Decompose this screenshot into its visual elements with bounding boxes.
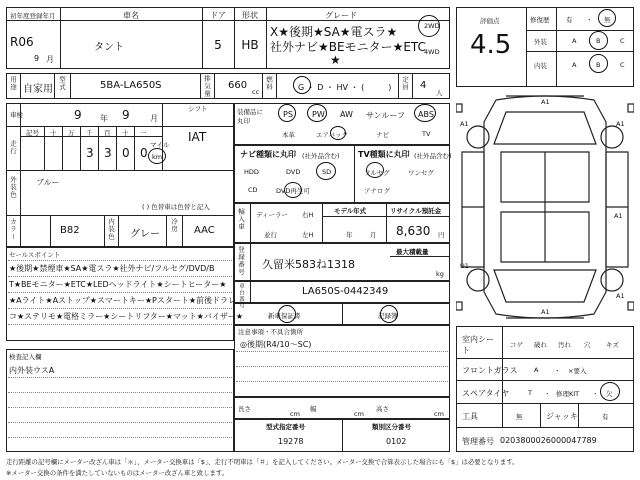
model-year-label: モデル年式 [334, 207, 367, 215]
spare-opt-none: 欠 [606, 390, 613, 398]
mileage-h2: 万 [68, 129, 75, 137]
drive-2wd: 2WD [424, 22, 440, 30]
capacity-unit: 人 [436, 89, 443, 97]
damage-mark-7: A1 [541, 308, 550, 316]
doors: 5 [214, 38, 222, 52]
navi-cd: CD [248, 186, 258, 194]
spare-none-circle [600, 382, 620, 401]
glass-opt-sep: ・ [554, 367, 561, 375]
footer-line-1: 走行距離の記号欄にメーター改ざん車は「＊」、メーター交換車は「$」、走行不明車は「＃」を記入してください。メーター交換で合算表示した場合にも「$」は必要となります。 [6, 458, 519, 466]
ext-opt-c: C [620, 37, 625, 45]
int-opt-a: A [572, 61, 577, 69]
type-cert: 19278 [278, 437, 304, 446]
seat-label: 室内シート [462, 335, 494, 355]
shift: IAT [188, 130, 207, 144]
seat-opt-1: コゲ [510, 341, 523, 349]
first-reg-era: R06 [10, 35, 34, 49]
dims-block [234, 397, 450, 419]
spare-opt-sep2: ・ [592, 390, 599, 398]
tv-fullseg-circle [366, 162, 384, 178]
ext-opt-b: B [596, 37, 601, 45]
inspection-year-unit: 年 [100, 114, 108, 123]
tv-note: (社外品含む) [414, 152, 452, 160]
doc-manual: 新車保証書 [268, 312, 301, 320]
ext-score-label: 外装 [534, 38, 547, 46]
equip-airbag: エアバック [316, 131, 348, 139]
navi-sd: SD [322, 168, 332, 176]
ext-opt-a: A [572, 37, 577, 45]
category: 0102 [386, 437, 407, 446]
width-label: 幅 [310, 405, 317, 413]
repair-no-circle [598, 9, 616, 27]
seat-opt-5: キズ [606, 341, 619, 349]
caution-text: ◎後期(R4/10〜SC) [240, 340, 312, 349]
seat-opt-3: 汚れ [558, 341, 571, 349]
mileage-h3: 千 [86, 129, 93, 137]
sales-point-2: T★BEモニター★ETC★LEDヘッドライト★シートヒーター★ [9, 280, 227, 289]
glass-opt-x: ×要入 [568, 367, 587, 375]
equip-abs-circle [414, 104, 436, 122]
int-score-label: 内装 [534, 62, 547, 70]
disp-unit: cc [252, 88, 260, 96]
mileage-digit-3: 0 [122, 146, 130, 160]
mileage-digit-2: 3 [104, 146, 112, 160]
score-label: 評価点 [480, 17, 500, 25]
equip-abs: ABS [418, 110, 434, 119]
int-opt-b: B [596, 61, 601, 69]
navi-title: ナビ種類に丸印 [240, 150, 296, 159]
navi-dvd-play: DVD再生可 [276, 187, 310, 195]
chassis-label: 車台番号 [238, 283, 244, 309]
tv-title: TV種類に丸印 [358, 150, 410, 159]
exterior-note: ( ) 色替車は色替と記入 [142, 203, 210, 211]
first-reg-label: 初年度登録年月 [10, 12, 56, 20]
length-unit: cm [290, 410, 300, 418]
spare-opt-sep1: ・ [544, 390, 551, 398]
width-unit: cm [354, 410, 364, 418]
ac: AAC [194, 225, 215, 236]
inspection-label: 車検 [10, 111, 23, 119]
sales-point-3: ★Aライト★Aストップ★スマートキー★Pスタート★前後ドラレ [9, 296, 236, 305]
grade-line-2: 社外ナビ★BEモニター★ETC [270, 40, 426, 54]
grade-line-3: ★ [330, 53, 341, 67]
inspector-label: 検査記入欄 [9, 353, 42, 361]
ac-label: 冷房 [170, 218, 178, 233]
shape-label: 形状 [242, 11, 258, 20]
damage-mark-2: A1 [460, 120, 469, 128]
score-value: 4.5 [470, 30, 512, 60]
import-right: 右H [302, 211, 314, 219]
tools-value: 無 [516, 413, 523, 421]
disp-label: 排気量 [203, 75, 211, 98]
spare-label: スペアタイヤ [462, 389, 510, 398]
footer-line-2: ※メーター交換の条件を満たしていないものはメーター改ざん車と致します。 [6, 469, 229, 477]
glass-opt-a: A [534, 366, 539, 374]
inspection-year: 9 [74, 108, 82, 122]
damage-mark-1: A1 [541, 98, 550, 106]
jack-label: ジャッキ [546, 412, 578, 421]
import-parallel: 並行 [264, 231, 277, 239]
doc-manual-circle [278, 305, 296, 323]
height-label: 高さ [376, 405, 389, 413]
damage-mark-6: A1 [616, 292, 625, 300]
shift-label: シフト [188, 105, 208, 113]
interior-label: 内装色 [107, 218, 115, 241]
spare-opt-kit: 修理KIT [556, 390, 580, 398]
int-b-circle [589, 54, 608, 73]
seat-opt-2: 破れ [534, 341, 547, 349]
mileage-unit-mile: マイル [150, 141, 170, 149]
sales-points-block [6, 247, 234, 341]
navi-hdd: HDD [244, 168, 259, 176]
inspection-month-unit: 月 [150, 114, 158, 123]
repair-opt-no: 無 [604, 16, 611, 24]
equip-navi: ナビ [376, 131, 389, 139]
max-load-unit: kg [436, 270, 444, 278]
equip-tv: TV [422, 130, 431, 138]
model: 5BA-LA650S [100, 80, 162, 91]
color-code-label: カラー [9, 218, 17, 241]
capacity-label: 定員 [401, 76, 409, 91]
equip-aw: AW [340, 110, 353, 119]
mgmt-label: 管理番号 [462, 437, 494, 446]
height-unit: cm [434, 410, 444, 418]
tv-analog: アナログ [364, 187, 390, 195]
length-label: 長さ [238, 405, 251, 413]
drive-2wd-circle [418, 15, 440, 37]
equip-ps-circle [278, 104, 296, 122]
equipment-title: 装備品に丸印 [237, 108, 263, 125]
sales-points-label: セールスポイント [9, 251, 61, 259]
interior-color: グレー [130, 229, 160, 240]
mgmt-value: 0203800026000047789 [500, 436, 597, 445]
car-name-label: 車名 [123, 11, 139, 20]
max-load-label: 最大積載量 [396, 248, 429, 256]
navi-note: (社外品含む) [302, 152, 340, 160]
mileage-digit-4: 0 [140, 146, 148, 160]
fuel-label: 燃料 [265, 76, 273, 91]
int-opt-c: C [620, 61, 625, 69]
recycle-unit: 円 [438, 231, 445, 239]
mileage-digit-1: 3 [86, 146, 94, 160]
tools-label: 工具 [462, 412, 478, 421]
grade-line-1: X★後期★SA★電スラ★ [270, 25, 398, 39]
mileage-h4: 百 [104, 129, 111, 137]
damage-mark-5: U1 [460, 262, 469, 270]
damage-mark-4: A1 [614, 212, 623, 220]
equip-leather: 本革 [282, 131, 295, 139]
jack-value: 有 [602, 413, 609, 421]
import-dealer: ディーラー [256, 211, 288, 219]
mileage-h5: 十 [122, 129, 129, 137]
navi-dvd: DVD [286, 168, 301, 176]
fuel: G ・ D ・ HV ・ ( ) [298, 83, 392, 92]
km-circle [148, 148, 166, 164]
tv-oneseg: ワンセグ [408, 169, 434, 177]
color-code: B82 [60, 225, 80, 236]
spare-opt-t: T [528, 389, 532, 397]
mileage-label: 走行 [9, 140, 17, 155]
damage-mark-3: A1 [616, 120, 625, 128]
mileage-h1: 十 [50, 129, 57, 137]
ext-b-circle [589, 31, 608, 50]
first-reg-month: 9 [34, 54, 40, 63]
recycle-label: リサイクル預託金 [390, 207, 442, 215]
repair-label: 修復歴 [530, 16, 550, 24]
registration-label: 登録番号 [237, 246, 245, 276]
capacity: 4 [420, 80, 427, 91]
model-month-unit: 月 [370, 231, 377, 239]
use: 自家用 [23, 84, 53, 95]
shape: HB [241, 38, 259, 52]
category-label: 類別区分番号 [372, 423, 411, 431]
mileage-h0: 記号 [26, 129, 39, 137]
car-name: タント [94, 42, 124, 53]
navi-dvd-play-circle [284, 182, 302, 198]
repair-opt-yes: 有 [566, 16, 573, 24]
type-cert-label: 型式指定番号 [266, 423, 305, 431]
grade-label: グレード [325, 11, 357, 20]
seat-opt-4: 穴 [584, 341, 591, 349]
caution-label: 注意事項・不具合箇所 [238, 328, 303, 336]
sales-point-4: コ★ステリモ★電格ミラー★シートリフター★マット★バイザー★ [9, 312, 243, 321]
inspection-month: 9 [122, 108, 130, 122]
equip-pw: PW [312, 110, 325, 119]
repair-opt-sep: ・ [586, 16, 593, 24]
sales-point-1: ★後期★禁煙車★SA★電スラ★社外ナビ/フルセグ/DVD/B [9, 264, 215, 273]
use-label: 用途 [9, 76, 17, 91]
registration-value: 久留米583ね1318 [262, 258, 355, 271]
equip-ps: PS [283, 110, 293, 119]
first-reg-unit: 月 [46, 55, 54, 64]
equip-pw-circle [307, 104, 327, 122]
model-year-unit: 年 [346, 231, 353, 239]
import-label: 輸入車 [237, 208, 245, 231]
doc-record-circle [380, 305, 398, 323]
exterior-label: 外装色 [9, 176, 17, 199]
doc-record: 記録簿 [378, 312, 398, 320]
mileage-h6: 一 [140, 129, 147, 137]
car-diagram [456, 92, 634, 322]
tv-fullseg: フルセグ [364, 169, 390, 177]
inspector-text: 内外装ウスA [9, 366, 55, 375]
model-label: 型式 [58, 76, 66, 91]
doors-label: ドア [210, 11, 226, 20]
glass-label: フロントガラス [462, 366, 518, 375]
fuel-gas-circle [293, 76, 311, 94]
import-left: 左H [302, 231, 314, 239]
navi-sd-circle [316, 162, 336, 180]
drive-4wd: 4WD [424, 48, 440, 56]
mileage-unit-km: km [152, 153, 163, 161]
chassis-value: LA650S-0442349 [302, 286, 389, 297]
equip-airbag-circle [330, 126, 346, 140]
disp: 660 [228, 80, 248, 91]
recycle-value: 8,630 [396, 224, 431, 238]
exterior-color: ブルー [36, 178, 60, 187]
equip-sunroof: サンルーフ [366, 111, 405, 120]
